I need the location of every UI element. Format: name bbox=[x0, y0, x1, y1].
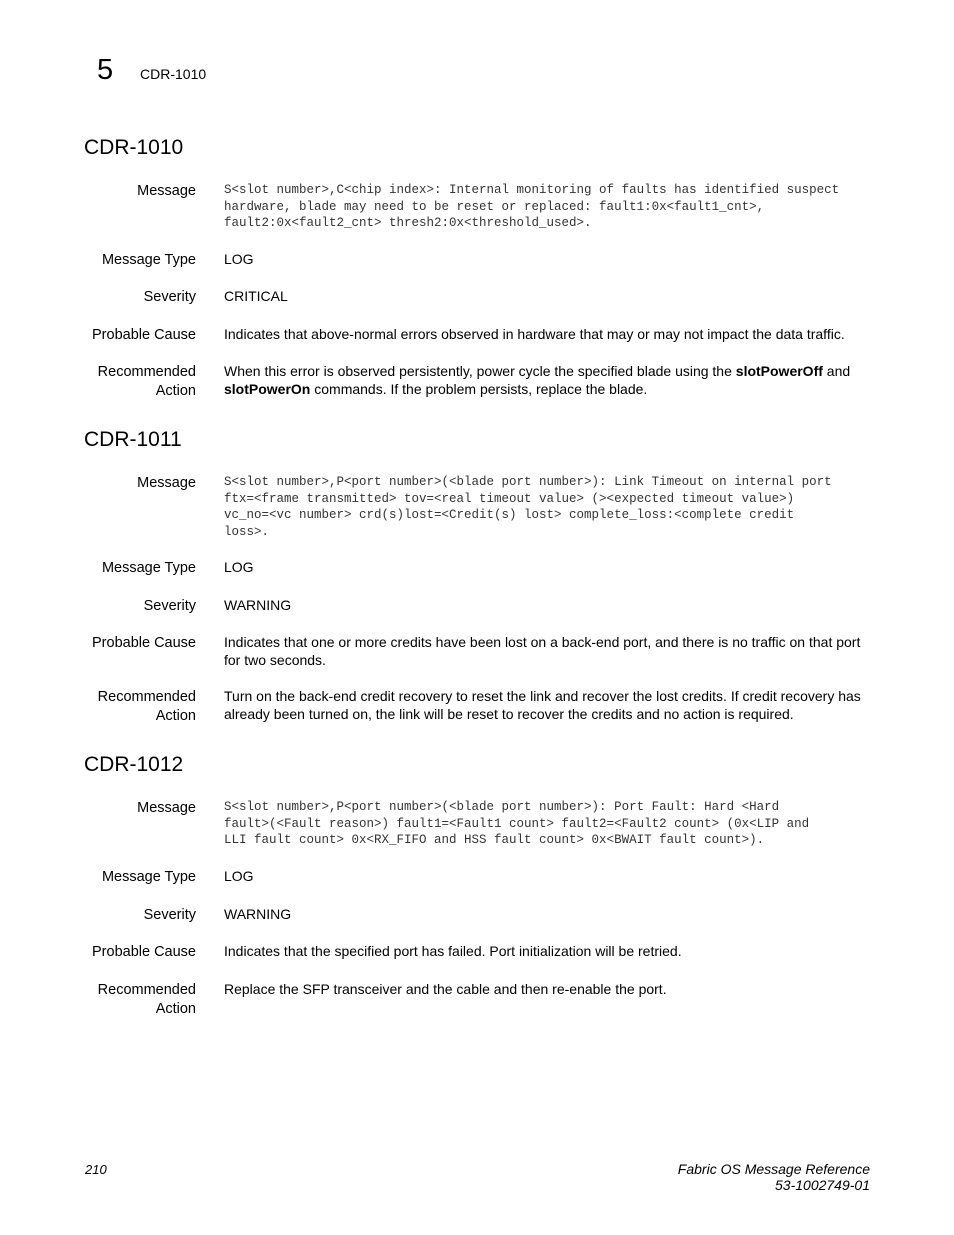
probable-cause-text: Indicates that above-normal errors observed in hardware that may or may not impact the data traffic. bbox=[224, 326, 845, 342]
message-type-label: Message Type bbox=[101, 560, 196, 576]
severity-value: WARNING bbox=[224, 597, 292, 613]
probable-cause-label: Probable Cause bbox=[92, 327, 196, 343]
message-line: S<slot number>,P<port number>(<blade port number>): Link Timeout on internal port bbox=[224, 475, 832, 489]
label-line: Recommended bbox=[97, 982, 196, 998]
message-line: ftx=<frame transmitted> tov=<real timeout value> (><expected timeout value>) bbox=[224, 491, 795, 506]
message-text bbox=[224, 799, 869, 849]
severity-label: Severity bbox=[143, 907, 196, 923]
message-line: loss>. bbox=[224, 524, 270, 539]
message-line: S<slot number>,P<port number>(<blade port number>): Port Fault: Hard <Hard bbox=[224, 800, 780, 814]
message-line: S<slot number>,C<chip index>: Internal monitoring of faults has identified suspect bbox=[224, 183, 840, 197]
command-slotpoweroff: slotPowerOff bbox=[735, 363, 823, 379]
severity-label: Severity bbox=[143, 289, 196, 305]
message-text bbox=[224, 474, 869, 540]
severity-value: CRITICAL bbox=[224, 288, 288, 304]
message-type-value: LOG bbox=[224, 251, 254, 267]
message-line: LLI fault count> 0x<RX_FIFO and HSS fault count> 0x<BWAIT fault count>). bbox=[224, 833, 765, 847]
action-text: commands. If the problem persists, replace the blade. bbox=[310, 380, 648, 397]
running-header-title: CDR-1010 bbox=[140, 66, 207, 82]
entry-title: CDR-1010 bbox=[84, 136, 184, 159]
message-type-label: Message Type bbox=[101, 869, 196, 885]
doc-title: Fabric OS Message Reference bbox=[677, 1161, 870, 1177]
entry-title: CDR-1012 bbox=[84, 753, 184, 776]
command-slotpoweron: slotPowerOn bbox=[224, 380, 311, 397]
message-line: vc_no=<vc number> crd(s)lost=<Credit(s) lost> complete_loss:<complete credit bbox=[224, 508, 795, 522]
action-text: When this error is observed persistently, power cycle the specified blade using the bbox=[224, 363, 736, 379]
doc-number: 53-1002749-01 bbox=[775, 1177, 870, 1193]
recommended-action-label bbox=[46, 981, 196, 1019]
message-line: hardware, blade may need to be reset or replaced: fault1:0x<fault1_cnt>, bbox=[224, 199, 765, 214]
chapter-number: 5 bbox=[97, 54, 114, 86]
severity-label: Severity bbox=[143, 598, 196, 614]
label-line: Action bbox=[155, 708, 196, 724]
label-line: Recommended bbox=[97, 364, 196, 380]
recommended-action-label bbox=[46, 688, 196, 726]
message-text bbox=[224, 182, 869, 232]
message-line: fault2:0x<fault2_cnt> thresh2:0x<threshold_used>. bbox=[224, 216, 592, 230]
message-type-value: LOG bbox=[224, 868, 254, 884]
probable-cause-text: Indicates that one or more credits have been lost on a back-end port, and there is no traffic on that port for two seconds. bbox=[224, 634, 861, 668]
recommended-action-text bbox=[224, 363, 869, 398]
recommended-action-text: Turn on the back-end credit recovery to reset the link and recover the lost credits. If credit recovery has already been turned on, the link will be reset to recover the credits and no action is required. bbox=[224, 688, 861, 722]
message-type-label: Message Type bbox=[101, 252, 196, 268]
recommended-action-label bbox=[46, 363, 196, 401]
page-number: 210 bbox=[85, 1162, 107, 1177]
message-label: Message bbox=[137, 475, 196, 491]
probable-cause-label: Probable Cause bbox=[92, 944, 196, 960]
probable-cause-text: Indicates that the specified port has failed. Port initialization will be retried. bbox=[224, 943, 682, 959]
footer-doc-info bbox=[678, 1161, 870, 1193]
probable-cause-label: Probable Cause bbox=[92, 635, 196, 651]
message-label: Message bbox=[137, 183, 196, 199]
recommended-action-text: Replace the SFP transceiver and the cable and then re-enable the port. bbox=[224, 981, 667, 997]
message-label: Message bbox=[137, 800, 196, 816]
action-text: and bbox=[822, 363, 851, 379]
severity-value: WARNING bbox=[224, 906, 292, 922]
label-line: Action bbox=[155, 1001, 196, 1017]
label-line: Recommended bbox=[97, 689, 196, 705]
message-type-value: LOG bbox=[224, 559, 254, 575]
entry-title: CDR-1011 bbox=[84, 428, 182, 451]
message-line: fault>(<Fault reason>) fault1=<Fault1 count> fault2=<Fault2 count> (0x<LIP and bbox=[224, 816, 810, 831]
label-line: Action bbox=[155, 383, 196, 399]
